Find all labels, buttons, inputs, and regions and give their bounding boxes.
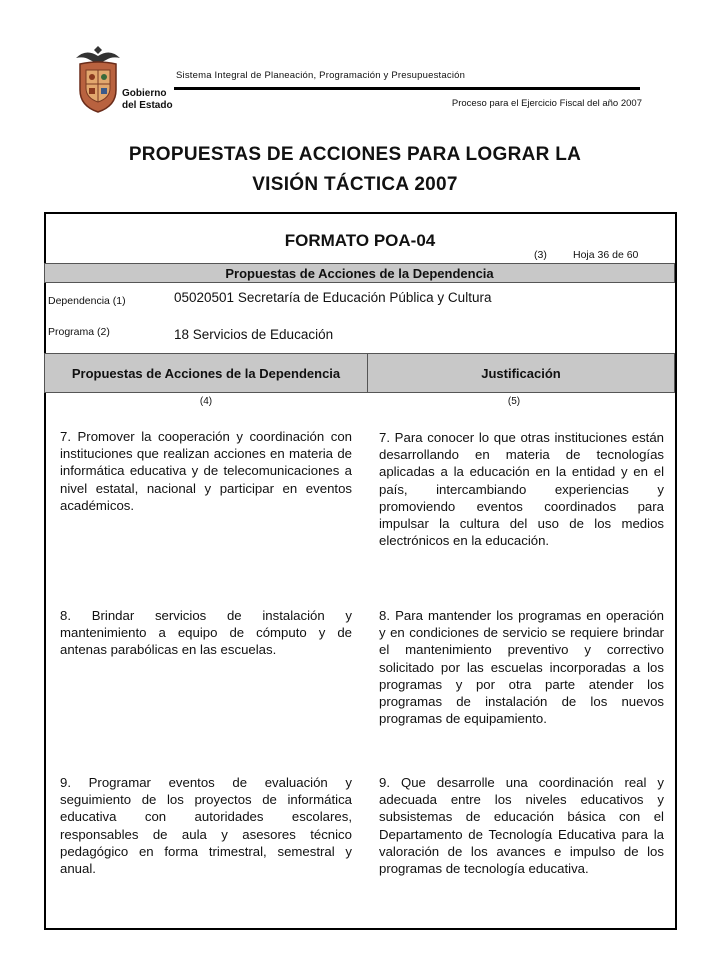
programa-value: 18 Servicios de Educación [174,327,334,342]
form-left-border [44,212,46,930]
action-item-7: 7. Promover la cooperación y coordinación con instituciones que realizan acciones en materia de informática educativa y de telecomunicaciones a nivel estatal, nacional y participar en eventos académicos. [60,429,352,513]
justification-item-7: 7. Para conocer lo que otras instituciones están desarrollando en materia de tecnologías aplicadas a la educación en la entidad y en el país, intercambiando experiencias y promoviendo eventos coordinados para impulsar la cultura del uso de los medios electrónicos en la educación. [379,430,664,549]
sheet-number: Hoja 36 de 60 [573,249,639,261]
programa-label: Programa (2) [48,326,110,338]
page-title-line1: PROPUESTAS DE ACCIONES PARA LOGRAR LA [128,144,582,165]
government-label [122,88,173,112]
action-item-8: 8. Brindar servicios de instalación y mantenimiento a equipo de cómputo y de antenas parabólicas en las escuelas. [60,608,352,658]
action-item-9: 9. Programar eventos de evaluación y seguimiento de los proyectos de informática educativa con autoridades escolares, responsables de aula y asesores técnico pedagógico en forma trimestral, semestral y anual. [60,775,352,877]
dependencia-label: Dependencia (1) [48,295,126,307]
column-justification-number: (5) [507,396,521,407]
section-band: Propuestas de Acciones de la Dependencia [44,263,675,283]
form-right-border [675,212,677,930]
column-header-band [44,353,675,393]
page-title-line2: VISIÓN TÁCTICA 2007 [252,174,458,195]
state-coat-of-arms-logo [72,44,124,116]
header-rule [174,87,640,90]
justification-item-8: 8. Para mantender los programas en operación y en condiciones de servicio se requiere brindar el mantenimiento preventivo y correctivo solicitado por las escuelas incorporadas a los programas y por otra parte atender los programas de instalación de los nuevos programas de equipamiento. [379,608,664,727]
column-header-actions: Propuestas de Acciones de la Dependencia [71,365,341,381]
fiscal-process: Proceso para el Ejercicio Fiscal del año 2007 [451,98,642,109]
format-code: FORMATO POA-04 [284,231,436,250]
column-header-justification: Justificación [481,365,561,381]
form-bottom-border [44,928,677,930]
justification-item-9: 9. Que desarrolle una coordinación real y adecuada entre los niveles educativos y subsistemas de educación básica con el Departamento de Tecnología Educativa para la valoración de los avances e impulso de los programas de tecnología educativa. [379,775,664,877]
government-label-line2: del Estado [122,100,173,111]
form-top-border [44,212,677,214]
dependencia-value: 05020501 Secretaría de Educación Pública y Cultura [174,290,492,305]
column-actions-number: (4) [199,396,213,407]
system-name: Sistema Integral de Planeación, Programación y Presupuestación [176,70,466,81]
page-title [0,140,710,200]
sheet-ref: (3) [534,249,547,261]
government-label-line1: Gobierno [122,88,167,99]
